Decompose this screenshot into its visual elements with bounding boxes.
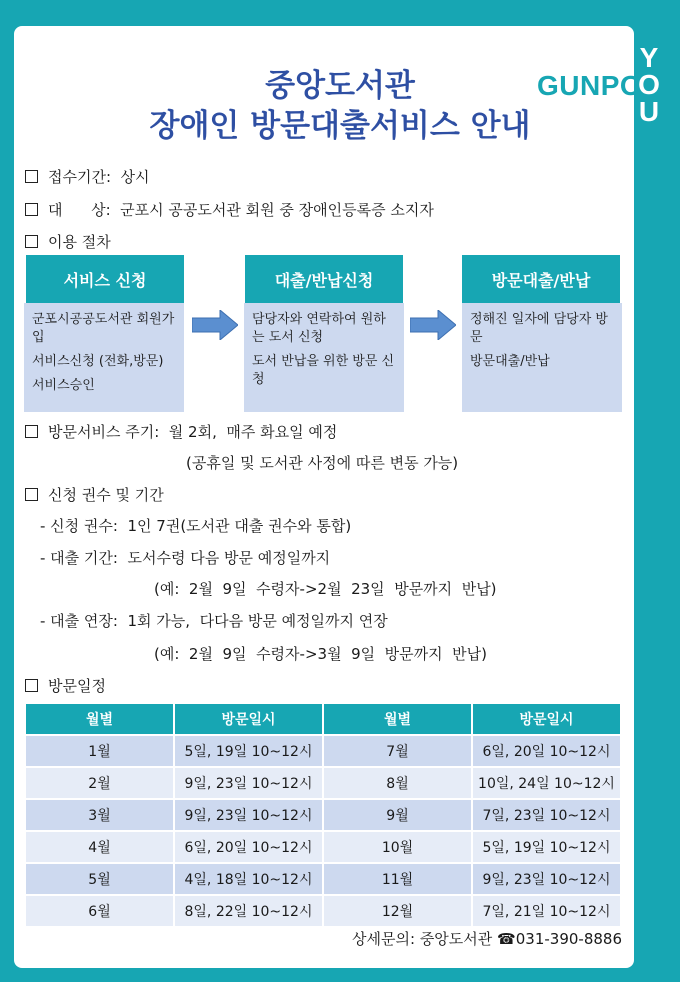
datetime-cell: 5일, 19일 10~12시 <box>472 831 621 863</box>
month-cell: 5월 <box>25 863 174 895</box>
step3-header: 방문대출/반납 <box>460 253 622 305</box>
title-line1: 중앙도서관 <box>265 68 415 104</box>
month-cell: 7월 <box>323 735 472 767</box>
step1-item: 서비스승인 <box>32 378 95 393</box>
header-datetime: 방문일시 <box>472 703 621 735</box>
step2-item: 도서 반납을 위한 방문 신청 <box>252 354 395 387</box>
datetime-cell: 9일, 23일 10~12시 <box>174 767 323 799</box>
step1-item: 군포시공공도서관 회원가입 <box>32 312 175 345</box>
info-procedure: 이용 절차 <box>25 231 111 252</box>
datetime-cell: 6일, 20일 10~12시 <box>174 831 323 863</box>
info-period: 접수기간: 상시 <box>25 166 150 187</box>
title-line2: 장애인 방문대출서비스 안내 <box>149 108 531 144</box>
limits-extend-example: (예: 2월 9일 수령자->3월 9일 방문까지 반납) <box>154 645 487 663</box>
limits-count: - 신청 권수: 1인 7권(도서관 대출 권수와 통합) <box>40 517 352 535</box>
header-datetime: 방문일시 <box>174 703 323 735</box>
datetime-cell: 10일, 24일 10~12시 <box>472 767 621 799</box>
contact-phone: ☎031-390-8886 <box>497 930 622 948</box>
table-row <box>25 799 621 831</box>
step2-item: 담당자와 연락하여 원하는 도서 신청 <box>252 312 386 345</box>
datetime-cell: 5일, 19일 10~12시 <box>174 735 323 767</box>
limits-period: - 대출 기간: 도서수령 다음 방문 예정일까지 <box>40 549 331 567</box>
month-cell: 4월 <box>25 831 174 863</box>
table-row <box>25 895 621 927</box>
datetime-cell: 7일, 21일 10~12시 <box>472 895 621 927</box>
month-cell: 9월 <box>323 799 472 831</box>
table-row <box>25 831 621 863</box>
month-cell: 10월 <box>323 831 472 863</box>
checkbox-icon <box>25 203 38 216</box>
gunpo-logo: GUNPO <box>537 70 643 101</box>
checkbox-icon <box>25 488 38 501</box>
step3-item: 방문대출/반납 <box>470 354 550 369</box>
table-row <box>25 735 621 767</box>
limits-title: 신청 권수 및 기간 <box>25 484 164 505</box>
arrow-right-icon <box>410 310 456 340</box>
schedule-title: 방문일정 <box>25 675 106 696</box>
datetime-cell: 4일, 18일 10~12시 <box>174 863 323 895</box>
datetime-cell: 9일, 23일 10~12시 <box>472 863 621 895</box>
table-row <box>25 863 621 895</box>
month-cell: 1월 <box>25 735 174 767</box>
month-cell: 11월 <box>323 863 472 895</box>
step2-body <box>244 303 404 412</box>
contact-info <box>352 928 622 949</box>
month-cell: 2월 <box>25 767 174 799</box>
step3-item: 정해진 일자에 담당자 방문 <box>470 312 608 345</box>
step1-body <box>24 303 184 412</box>
step3-body <box>462 303 622 412</box>
contact-label: 상세문의: 중앙도서관 <box>352 930 493 948</box>
datetime-cell: 9일, 23일 10~12시 <box>174 799 323 831</box>
datetime-cell: 8일, 22일 10~12시 <box>174 895 323 927</box>
datetime-cell: 7일, 23일 10~12시 <box>472 799 621 831</box>
checkbox-icon <box>25 679 38 692</box>
step1-item: 서비스신청 (전화,방문) <box>32 354 164 369</box>
month-cell: 8월 <box>323 767 472 799</box>
checkbox-icon <box>25 235 38 248</box>
you-logo: Y O U <box>638 42 660 127</box>
step1-header: 서비스 신청 <box>24 253 186 305</box>
month-cell: 12월 <box>323 895 472 927</box>
checkbox-icon <box>25 425 38 438</box>
month-cell: 6월 <box>25 895 174 927</box>
cycle-text: 방문서비스 주기: 월 2회, 매주 화요일 예정 <box>25 421 337 442</box>
schedule-table <box>24 702 622 928</box>
table-row <box>25 767 621 799</box>
month-cell: 3월 <box>25 799 174 831</box>
limits-period-example: (예: 2월 9일 수령자->2월 23일 방문까지 반납) <box>154 580 497 598</box>
checkbox-icon <box>25 170 38 183</box>
header-month: 월별 <box>323 703 472 735</box>
info-target: 대 상: 군포시 공공도서관 회원 중 장애인등록증 소지자 <box>25 199 434 220</box>
datetime-cell: 6일, 20일 10~12시 <box>472 735 621 767</box>
step2-header: 대출/반납신청 <box>243 253 405 305</box>
cycle-note: (공휴일 및 도서관 사정에 따른 변동 가능) <box>186 454 459 472</box>
limits-extend: - 대출 연장: 1회 가능, 다다음 방문 예정일까지 연장 <box>40 612 388 630</box>
arrow-right-icon <box>192 310 238 340</box>
header-month: 월별 <box>25 703 174 735</box>
